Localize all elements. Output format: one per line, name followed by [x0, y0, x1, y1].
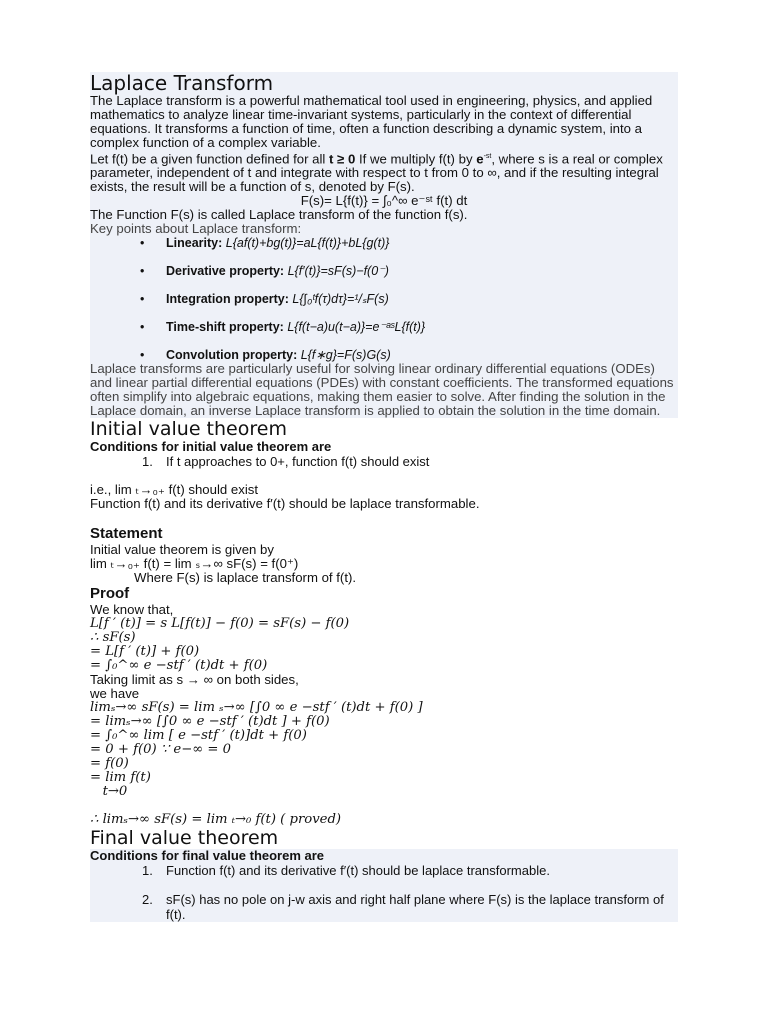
laplace-definition: Let f(t) be a given function defined for all t ≥ 0 If we multiply f(t) by $e^{-st}$, where s is a real or complex parameter, independent of t and integrate with respect to t from 0 to ∞, and if the resulting integral exists, the result will be a function of s, denoted by F(s).	[90, 151, 663, 195]
proof-line: = L[f ′ (t)] + f(0)	[90, 644, 200, 660]
list-item: 1. Function f(t) and its derivative f′(t) should be laplace transformable.	[142, 863, 550, 879]
ivt-transformable: Function f(t) and its derivative f′(t) should be laplace transformable.	[90, 496, 480, 512]
list-item: • Integration property: L{∫₀ᵗf(τ)dτ}=¹/ₛF(s)	[140, 292, 678, 306]
ivt-title: Initial value theorem	[90, 418, 287, 441]
proof-line: = ∫₀^∞ e −stf ′ (t)dt + f(0)	[90, 658, 268, 674]
ivt-conditions-list	[90, 454, 678, 469]
laplace-formula: F(s)= L{f(t)} = ∫₀^∞ e⁻ˢᵗ f(t) dt	[300, 193, 468, 209]
list-item: • Derivative property: L{f′(t)}=sF(s)−f(0⁻)	[140, 264, 678, 278]
statement-line-3: Where F(s) is laplace transform of f(t).	[134, 570, 357, 586]
laplace-usefulness: Laplace transforms are particularly useful for solving linear ordinary differential equations (ODEs) and linear partial differential equations (PDEs) with constant coefficients. The transformed equations often simplify into algebraic equations, making them easier to solve. After finding the solution in the Laplace domain, an inverse Laplace transform is applied to obtain the solution in the time domain.	[90, 361, 674, 419]
proof-line: = lim f(t)	[90, 770, 151, 786]
proof-line: t→0	[90, 784, 128, 800]
proof-title: Proof	[90, 585, 130, 603]
list-item: • Convolution property: L{f∗g}=F(s)G(s)	[140, 348, 678, 362]
proof-line: ∴ sF(s)	[90, 630, 136, 646]
list-item: 1. If t approaches to 0+, function f(t) should exist	[142, 454, 430, 470]
laplace-section	[90, 72, 678, 418]
laplace-intro: The Laplace transform is a powerful mathematical tool used in engineering, physics, and applied mathematics to analyze linear time-invariant systems, particularly in the context of differential equations. It transforms a function of time, often a function describing a dynamic system, into a complex function of a complex variable.	[90, 93, 653, 150]
key-points-title: Key points about Laplace transform:	[90, 221, 302, 237]
proof-body	[90, 603, 678, 827]
proof-conclusion: ∴ limₛ→∞ sF(s) = lim ₜ→₀ f(t) ( proved)	[90, 812, 342, 828]
statement-line-2: lim ₜ→₀₊ f(t) = lim ₛ→∞ sF(s) = f(0⁺)	[90, 556, 299, 572]
fvt-title: Final value theorem	[90, 827, 279, 850]
list-item: • Time-shift property: L{f(t−a)u(t−a)}=e⁻ᵃˢL{f(t)}	[140, 320, 678, 334]
key-points-list	[90, 236, 678, 362]
statement-title: Statement	[90, 525, 163, 543]
statement-line-1: Initial value theorem is given by	[90, 542, 274, 558]
proof-line: = f(0)	[90, 756, 129, 772]
proof-line: = ∫₀^∞ lim [ e −stf ′ (t)]dt + f(0)	[90, 728, 307, 744]
proof-line: L[f ′ (t)] = s L[f(t)] − f(0) = sF(s) − f(0)	[90, 616, 350, 632]
list-item: 2. sF(s) has no pole on j-w axis and right half plane where F(s) is the laplace transform of f(t).	[142, 892, 664, 923]
document-page	[90, 72, 678, 922]
proof-line: = limₛ→∞ [∫0 ∞ e −stf ′ (t)dt ] + f(0)	[90, 714, 330, 730]
proof-line: Taking limit as s → ∞ on both sides,	[90, 672, 299, 688]
ivt-conditions-title: Conditions for initial value theorem are	[90, 439, 332, 455]
fvt-section	[90, 849, 678, 922]
list-item: • Linearity: L{af(t)+bg(t)}=aL{f(t)}+bL{g(t)}	[140, 236, 678, 250]
fvt-conditions-list	[90, 863, 678, 922]
proof-line: = 0 + f(0) ∵ e−∞ = 0	[90, 742, 232, 758]
laplace-title: Laplace Transform	[90, 71, 274, 95]
proof-line: We know that,	[90, 602, 174, 618]
proof-line: we have	[90, 686, 140, 702]
fvt-conditions-title: Conditions for final value theorem are	[90, 848, 325, 864]
laplace-called: The Function F(s) is called Laplace transform of the function f(s).	[90, 207, 468, 223]
proof-line: limₛ→∞ sF(s) = lim ₛ→∞ [∫0 ∞ e −stf ′ (t)dt + f(0) ]	[90, 700, 423, 716]
ivt-ie: i.e., lim ₜ→₀₊ f(t) should exist	[90, 482, 259, 498]
